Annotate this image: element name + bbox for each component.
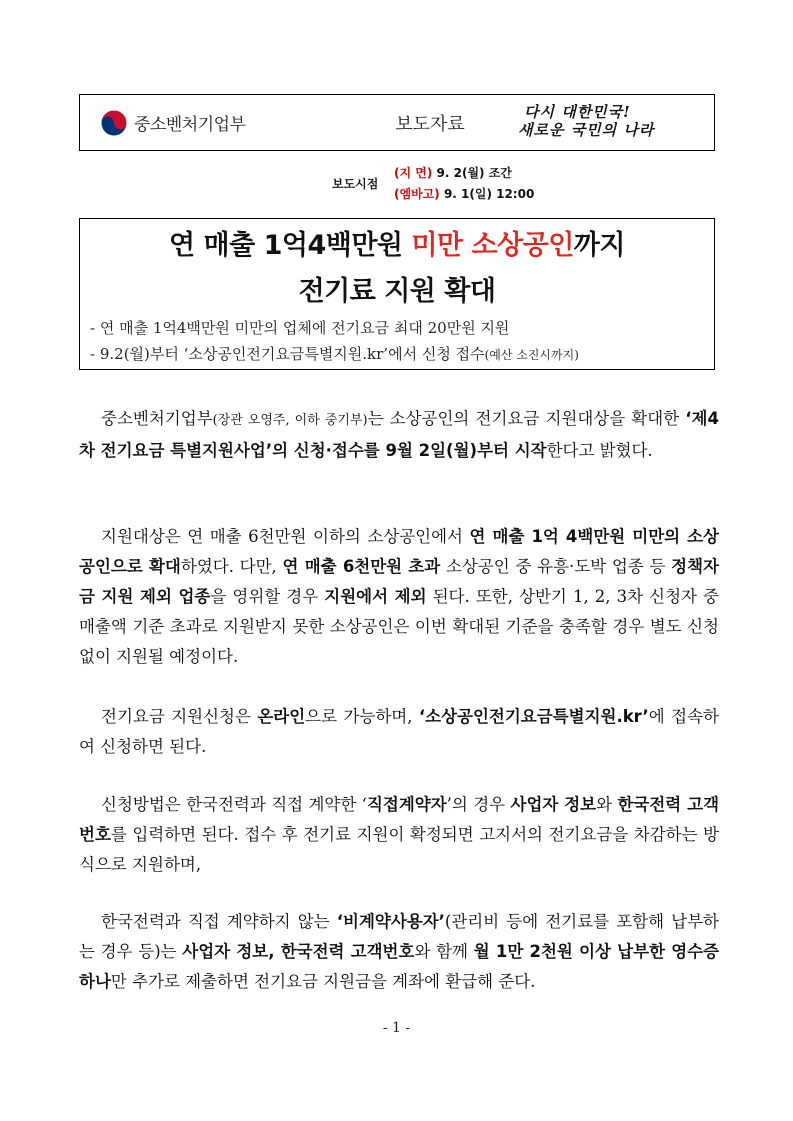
text: 는 소상공인의 전기요금 지원대상을 확대한 bbox=[367, 409, 686, 428]
body-paragraph-1 bbox=[79, 404, 719, 466]
bold-text: ‘비계약사용자’ bbox=[336, 912, 445, 931]
text: 소상공인 중 유흥·도박 업종 등 bbox=[440, 557, 672, 576]
bold-text: ‘제4차 전기요금 특별지원사업’의 신청·접수를 9월 2일(월)부터 시작 bbox=[79, 409, 719, 460]
release-embargo-kind: (엠바고) bbox=[394, 187, 440, 201]
text: 에 접속하여 신청하면 된다. bbox=[79, 707, 719, 756]
slogan-signature bbox=[518, 103, 694, 143]
release-label: 보도시점 bbox=[332, 177, 379, 191]
bold-text: 지원에서 제외 bbox=[324, 587, 427, 606]
release-embargo-row bbox=[394, 185, 534, 202]
ministry-name: 중소벤처기업부 bbox=[134, 115, 246, 135]
subheadline-text: - 9.2(월)부터 ‘소상공인전기요금특별지원.kr’에서 신청 접수 bbox=[90, 345, 485, 363]
text: 만 추가로 제출하면 전기요금 지원금을 계좌에 환급해 준다. bbox=[110, 972, 536, 991]
text: 지원대상은 연 매출 6천만원 이하의 소상공인에서 bbox=[101, 527, 470, 546]
bold-text: 월 1만 2천원 이상 납부한 영수증 하나 bbox=[79, 942, 720, 991]
slogan-line-2: 새로운 국민의 나라 bbox=[518, 121, 655, 139]
release-embargo-time: 9. 1(일) 12:00 bbox=[443, 187, 535, 201]
bold-text: 연 매출 6천만원 초과 bbox=[282, 557, 441, 576]
text: (장관 오영주, 이하 중기부) bbox=[212, 413, 368, 428]
text: 를 입력하면 된다. 접수 후 전기료 지원이 확정되면 고지서의 전기요금을 차감하는 방식으로 지원하며, bbox=[79, 825, 719, 874]
release-print-row bbox=[394, 164, 512, 181]
bold-text: 온라인 bbox=[257, 707, 306, 726]
headline-box bbox=[79, 218, 715, 370]
release-print-time: 9. 2(월) 조간 bbox=[436, 166, 512, 180]
release-print-kind: (지 면) bbox=[394, 166, 433, 180]
headline-part: 까지 bbox=[573, 230, 625, 261]
bold-text: ‘소상공인전기요금특별지원.kr’ bbox=[418, 707, 649, 726]
body-paragraph-4 bbox=[79, 790, 719, 880]
text: 으로 가능하며, bbox=[305, 707, 419, 726]
bold-text: 직접계약자 bbox=[366, 795, 447, 814]
subheadline-1: - 연 매출 1억4백만원 미만의 업체에 전기요금 최대 20만원 지원 bbox=[90, 319, 510, 337]
text: 신청방법은 한국전력과 직접 계약한 ‘ bbox=[101, 795, 367, 814]
text: 와 bbox=[596, 795, 618, 814]
headline-line-2: 전기료 지원 확대 bbox=[298, 276, 496, 307]
text: 된다. 또한, 상반기 1, 2, 3차 신청자 중 매출액 기준 초과로 지원받지 못한 소상공인은 이번 확대된 기준을 충족할 경우 별도 신청 없이 지원될 예정이다. bbox=[79, 587, 719, 666]
document-type: 보도자료 bbox=[395, 113, 465, 135]
taegeuk-emblem-icon bbox=[100, 109, 128, 137]
headline-highlight: 미만 소상공인 bbox=[411, 230, 574, 261]
text: 중소벤처기업부 bbox=[101, 409, 213, 428]
document-header bbox=[79, 94, 715, 151]
slogan-line-1: 다시 대한민국! bbox=[524, 103, 631, 121]
body-paragraph-3 bbox=[79, 702, 719, 762]
subheadline-2 bbox=[90, 343, 579, 364]
ministry-logo bbox=[100, 109, 300, 137]
text: 전기요금 지원신청은 bbox=[101, 707, 258, 726]
text: 을 영위할 경우 bbox=[210, 587, 325, 606]
bold-text: 연 매출 1억 4백만원 미만의 소상공인으로 확대 bbox=[79, 527, 719, 576]
text: 한다고 밝혔다. bbox=[546, 441, 653, 460]
body-paragraph-2 bbox=[79, 522, 719, 672]
subheadline-note: (예산 소진시까지) bbox=[484, 348, 579, 362]
page-number: - 1 - bbox=[382, 1020, 411, 1036]
text: 한국전력과 직접 계약하지 않는 bbox=[101, 912, 337, 931]
text: ’의 경우 bbox=[446, 795, 511, 814]
headline-part: 연 매출 1억4백만원 bbox=[169, 230, 412, 261]
bold-text: 한국전력 고객번호 bbox=[79, 795, 720, 844]
bold-text: 사업자 정보 bbox=[510, 795, 597, 814]
text: (관리비 등에 전기료를 포함해 납부하는 경우 등)는 bbox=[79, 912, 719, 961]
headline-line-1 bbox=[80, 223, 714, 262]
text: 하였다. 다만, bbox=[180, 557, 283, 576]
body-paragraph-5 bbox=[79, 907, 719, 997]
bold-text: 정책자금 지원 제외 업종 bbox=[79, 557, 719, 606]
text: 와 함께 bbox=[414, 942, 474, 961]
bold-text: 사업자 정보, 한국전력 고객번호 bbox=[182, 942, 415, 961]
